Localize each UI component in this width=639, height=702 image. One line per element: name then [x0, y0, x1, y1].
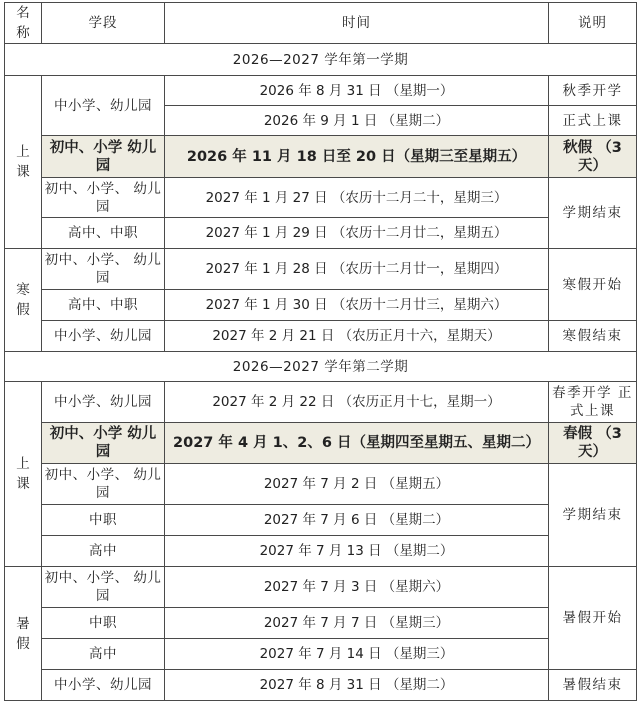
table-row	[5, 382, 637, 423]
table-row	[5, 249, 637, 290]
table-row	[5, 218, 637, 249]
stage-label-summer: 暑假	[5, 567, 42, 701]
term1-title: 2026—2027 学年第一学期	[5, 44, 637, 76]
term-title-row	[5, 352, 637, 382]
note-cell: 学期结束	[549, 464, 637, 567]
school-cell: 中职	[42, 608, 165, 639]
school-cell: 中小学、幼儿园	[42, 321, 165, 352]
time-cell: 2027 年 8 月 31 日 （星期二）	[165, 670, 549, 701]
time-cell: 2027 年 7 月 6 日 （星期二）	[165, 505, 549, 536]
time-cell: 2027 年 7 月 3 日 （星期六）	[165, 567, 549, 608]
school-cell: 初中、小学 幼儿园	[42, 423, 165, 464]
note-cell: 春季开学 正式上课	[549, 382, 637, 423]
time-cell: 2027 年 1 月 29 日 （农历十二月廿二，星期五）	[165, 218, 549, 249]
school-cell: 中职	[42, 505, 165, 536]
table-row	[5, 608, 637, 639]
table-row	[5, 567, 637, 608]
header-note: 说明	[549, 3, 637, 44]
time-cell: 2026 年 9 月 1 日 （星期二）	[165, 106, 549, 136]
term-title-row	[5, 44, 637, 76]
table-row	[5, 178, 637, 218]
time-cell: 2027 年 1 月 28 日 （农历十二月廿一，星期四）	[165, 249, 549, 290]
note-cell: 秋假 （3 天）	[549, 136, 637, 178]
note-cell: 正式上课	[549, 106, 637, 136]
time-cell: 2027 年 7 月 14 日 （星期三）	[165, 639, 549, 670]
school-cell: 初中、小学、 幼儿园	[42, 178, 165, 218]
time-cell: 2026 年 8 月 31 日 （星期一）	[165, 76, 549, 106]
header-stage: 名称	[5, 3, 42, 44]
school-cell: 中小学、幼儿园	[42, 382, 165, 423]
header-school: 学段	[42, 3, 165, 44]
table-row-highlight	[5, 136, 637, 178]
table-row-highlight	[5, 423, 637, 464]
time-cell: 2027 年 1 月 27 日 （农历十二月二十，星期三）	[165, 178, 549, 218]
time-cell: 2026 年 11 月 18 日至 20 日（星期三至星期五）	[165, 136, 549, 178]
note-cell: 寒假结束	[549, 321, 637, 352]
stage-label-winter: 寒假	[5, 249, 42, 352]
note-cell: 寒假开始	[549, 249, 637, 321]
school-cell: 初中、小学、 幼儿园	[42, 567, 165, 608]
time-cell: 2027 年 2 月 22 日 （农历正月十七，星期一）	[165, 382, 549, 423]
school-cell: 初中、小学 幼儿园	[42, 136, 165, 178]
table-row	[5, 464, 637, 505]
time-cell: 2027 年 7 月 7 日 （星期三）	[165, 608, 549, 639]
school-cell: 中小学、幼儿园	[42, 76, 165, 136]
table-row	[5, 76, 637, 106]
header-row	[5, 3, 637, 44]
table-row	[5, 639, 637, 670]
table-row	[5, 290, 637, 321]
school-cell: 高中、中职	[42, 218, 165, 249]
stage-label-class: 上课	[5, 76, 42, 249]
table-row	[5, 536, 637, 567]
school-cell: 高中	[42, 639, 165, 670]
school-cell: 初中、小学、 幼儿园	[42, 249, 165, 290]
note-cell: 秋季开学	[549, 76, 637, 106]
school-cell: 高中、中职	[42, 290, 165, 321]
time-cell: 2027 年 4 月 1、2、6 日（星期四至星期五、星期二）	[165, 423, 549, 464]
time-cell: 2027 年 2 月 21 日 （农历正月十六，星期天）	[165, 321, 549, 352]
school-calendar-table	[4, 2, 637, 701]
note-cell: 暑假结束	[549, 670, 637, 701]
school-cell: 高中	[42, 536, 165, 567]
school-cell: 中小学、幼儿园	[42, 670, 165, 701]
stage-label-class: 上课	[5, 382, 42, 567]
note-cell: 学期结束	[549, 178, 637, 249]
table-row	[5, 670, 637, 701]
note-cell: 暑假开始	[549, 567, 637, 670]
table-row	[5, 505, 637, 536]
header-time: 时间	[165, 3, 549, 44]
time-cell: 2027 年 7 月 13 日 （星期二）	[165, 536, 549, 567]
time-cell: 2027 年 1 月 30 日 （农历十二月廿三，星期六）	[165, 290, 549, 321]
note-cell: 春假 （3 天）	[549, 423, 637, 464]
term2-title: 2026—2027 学年第二学期	[5, 352, 637, 382]
time-cell: 2027 年 7 月 2 日 （星期五）	[165, 464, 549, 505]
school-cell: 初中、小学、 幼儿园	[42, 464, 165, 505]
table-row	[5, 321, 637, 352]
